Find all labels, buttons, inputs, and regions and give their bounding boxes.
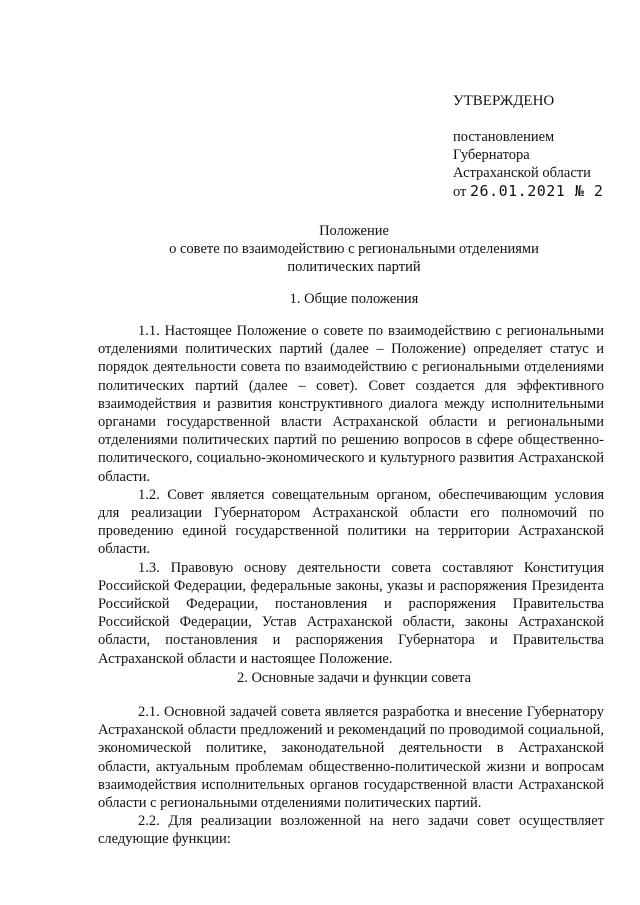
paragraph-2-1: 2.1. Основной задачей совета является разработка и внесение Губернатору Астраханской области предложений и рекомендаций по проводимой социальной, экономической политике, законодательной деятельности в Астраханской области, актуальным проблемам общественно-политической жизни и вопросам взаимодействия исполнительных органов государственной власти Астраханской области с региональными отделениями политических партий. [98, 704, 604, 812]
document-title [90, 222, 618, 276]
section-1-body [98, 322, 604, 668]
approval-stamp [453, 92, 628, 201]
paragraph-1-3: 1.3. Правовую основу деятельности совета составляют Конституция Российской Федерации, федеральные законы, указы и распоряжения Президента Российской Федерации, постановления и распоряжения Правительства Российской Федерации, Устав Астраханской области, законы Астраханской области, постановления и распоряжения Губернатора и Правительства Астраханской области и настоящее Положение. [98, 559, 604, 667]
approval-line-2: Губернатора [453, 147, 530, 163]
approval-title: УТВЕРЖДЕНО [453, 93, 555, 109]
approval-date-prefix: от [453, 184, 467, 200]
section-2-body [98, 703, 604, 849]
document-title-line-1: Положение [319, 223, 389, 239]
approval-date-line [453, 182, 628, 201]
paragraph-1-2: 1.2. Совет является совещательным органом, обеспечивающим условия для реализации Губернатором Астраханской области его полномочий по проведению единой государственной политики на территории Астраханской области. [98, 486, 604, 558]
section-2-heading: 2. Основные задачи и функции совета [236, 670, 472, 686]
document-title-line-2: о совете по взаимодействию с региональными отделениями [169, 241, 539, 257]
paragraph-2-2: 2.2. Для реализации возложенной на него задачи совет осуществляет следующие функции: [98, 813, 604, 848]
approval-line-1: постановлением [453, 129, 555, 145]
document-title-line-3: политических партий [287, 259, 421, 275]
paragraph-1-1: 1.1. Настоящее Положение о совете по взаимодействию с региональными отделениями политических партий (далее – Положение) определяет статус и порядок деятельности совета по взаимодействию с региональными отделениями политических партий (далее – совет). Совет создается для эффективного взаимодействия и развития конструктивного диалога между исполнительными органами государственной власти Астраханской области и региональными отделениями политических партий по решению вопросов в сфере общественно-политического, социально-экономического и культурного развития Астраханской области. [98, 323, 604, 485]
section-1-heading: 1. Общие положения [289, 291, 419, 307]
approval-line-3: Астраханской области [453, 165, 591, 181]
approval-date-handwritten: 26.01.2021 № 2 [470, 182, 604, 200]
